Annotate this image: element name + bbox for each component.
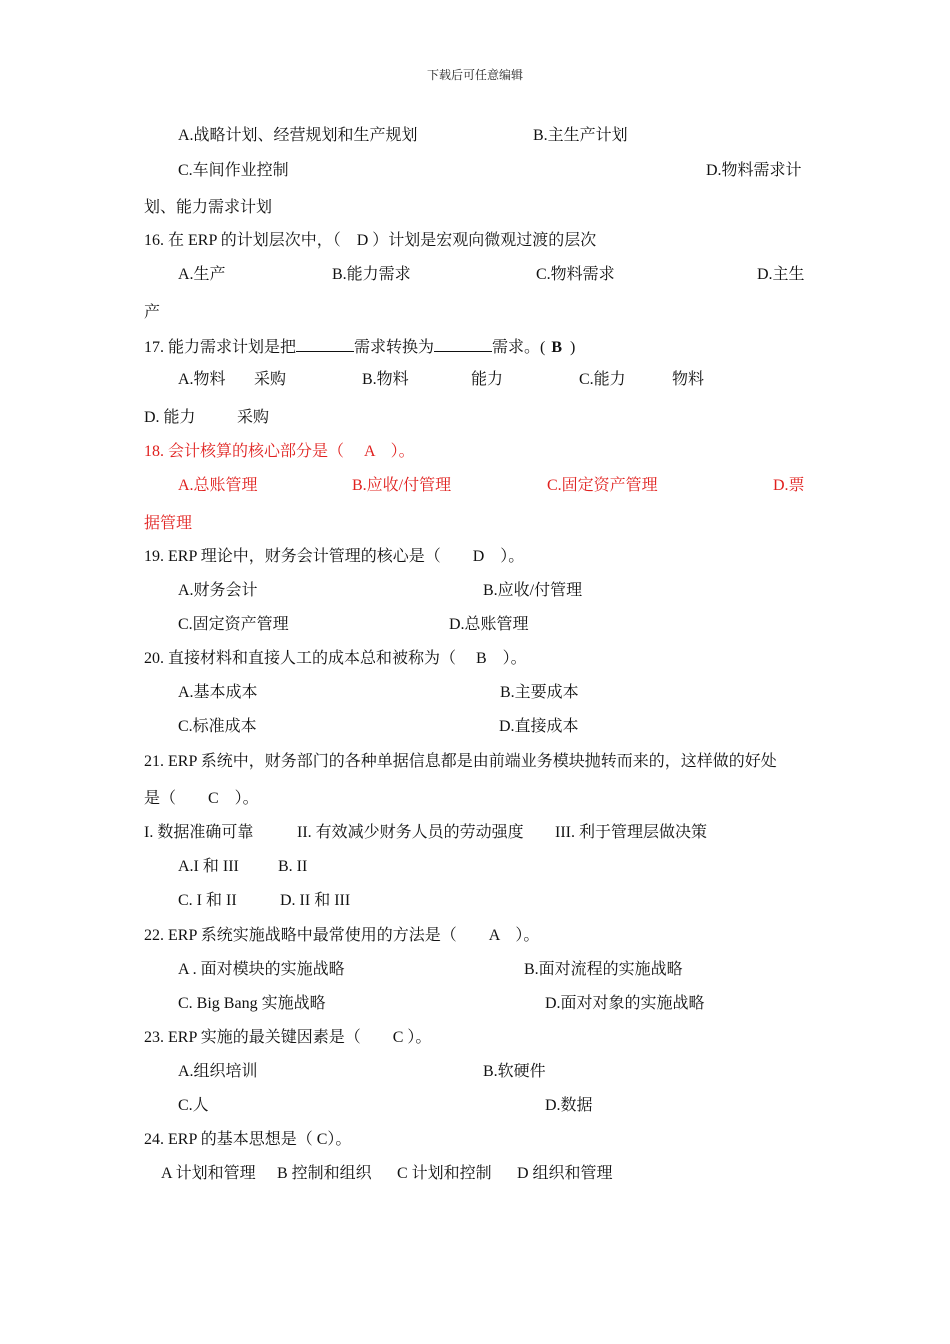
q18-option-d: D.票 [773, 477, 805, 494]
q17-option-d-second: 采购 [237, 409, 270, 426]
q20-stem: 20. 直接材料和直接人工的成本总和被称为（ B ）。 [144, 650, 527, 667]
q24-option-a: A 计划和管理 [161, 1165, 256, 1182]
q15-option-a: A.战略计划、经营规划和生产规划 [178, 127, 418, 144]
q16-stem: 16. 在 ERP 的计划层次中，（ D ）计划是宏观向微观过渡的层次 [144, 232, 597, 249]
q18-stem: 18. 会计核算的核心部分是（ A ）。 [144, 443, 415, 460]
q17-option-c: C.能力 [579, 371, 626, 388]
q23-option-a: A.组织培训 [178, 1063, 258, 1080]
q20-option-a: A.基本成本 [178, 684, 258, 701]
q15-option-d: D.物料需求计 [706, 162, 802, 179]
q24-stem: 24. ERP 的基本思想是（ C）。 [144, 1131, 352, 1148]
q18-option-d-continued: 据管理 [144, 515, 193, 532]
q17-option-c-second: 物料 [672, 371, 705, 388]
q19-stem: 19. ERP 理论中，财务会计管理的核心是（ D ）。 [144, 548, 525, 565]
q21-option-d: D. II 和 III [280, 892, 351, 909]
q17-answer: B [551, 339, 563, 356]
q20-option-b: B.主要成本 [500, 684, 579, 701]
q23-option-b: B.软硬件 [483, 1063, 546, 1080]
q16-option-d-continued: 产 [144, 304, 161, 321]
q17-blank-2 [434, 337, 492, 352]
q17-stem-part4: ) [570, 339, 576, 356]
q21-option-b: B. II [278, 858, 308, 875]
q18-option-a: A.总账管理 [178, 477, 258, 494]
q22-option-a: A . 面对模块的实施战略 [178, 961, 345, 978]
q17-stem-part1: 17. 能力需求计划是把 [144, 339, 297, 356]
q16-option-d: D.主生 [757, 266, 805, 283]
q21-stem-continued: 是（ C ）。 [144, 790, 259, 807]
q17-option-b-second: 能力 [471, 371, 504, 388]
q15-option-c: C.车间作业控制 [178, 162, 289, 179]
q22-option-d: D.面对对象的实施战略 [545, 995, 705, 1012]
q17-stem-part2: 需求转换为 [354, 339, 435, 356]
q16-option-b: B.能力需求 [332, 266, 411, 283]
q17-option-b: B.物料 [362, 371, 409, 388]
q15-option-b: B.主生产计划 [533, 127, 628, 144]
q24-option-c: C 计划和控制 [397, 1165, 492, 1182]
q17-blank-1 [296, 337, 354, 352]
q19-option-c: C.固定资产管理 [178, 616, 289, 633]
q17-option-a: A.物料 [178, 371, 226, 388]
q17-option-a-second: 采购 [254, 371, 287, 388]
q21-option-a: A.I 和 III [178, 858, 239, 875]
q21-stem: 21. ERP 系统中，财务部门的各种单据信息都是由前端业务模块抛转而来的，这样做的好处 [144, 753, 777, 770]
q19-option-b: B.应收/付管理 [483, 582, 583, 599]
q17-stem-part3: 需求。( [492, 339, 546, 356]
q24-option-b: B 控制和组织 [277, 1165, 372, 1182]
q22-option-c: C. Big Bang 实施战略 [178, 995, 326, 1012]
q16-option-a: A.生产 [178, 266, 226, 283]
q20-option-c: C.标准成本 [178, 718, 257, 735]
q23-option-c: C.人 [178, 1097, 209, 1114]
q22-stem: 22. ERP 系统实施战略中最常使用的方法是（ A ）。 [144, 927, 540, 944]
q18-option-b: B.应收/付管理 [352, 477, 452, 494]
q23-option-d: D.数据 [545, 1097, 593, 1114]
q17-option-d: D. 能力 [144, 409, 196, 426]
q15-option-d-continued: 划、能力需求计划 [144, 199, 273, 216]
q19-option-d: D.总账管理 [449, 616, 529, 633]
q18-option-c: C.固定资产管理 [547, 477, 658, 494]
q20-option-d: D.直接成本 [499, 718, 579, 735]
q21-statement-3: III. 利于管理层做决策 [555, 824, 707, 841]
q21-statement-1: I. 数据准确可靠 [144, 824, 254, 841]
q23-stem: 23. ERP 实施的最关键因素是（ C ）。 [144, 1029, 432, 1046]
q21-option-c: C. I 和 II [178, 892, 237, 909]
q21-statement-2: II. 有效减少财务人员的劳动强度 [297, 824, 524, 841]
q22-option-b: B.面对流程的实施战略 [524, 961, 683, 978]
q17-stem [144, 337, 575, 358]
q16-option-c: C.物料需求 [536, 266, 615, 283]
q19-option-a: A.财务会计 [178, 582, 258, 599]
page-header: 下载后可任意编辑 [426, 68, 523, 82]
q24-option-d: D 组织和管理 [517, 1165, 613, 1182]
